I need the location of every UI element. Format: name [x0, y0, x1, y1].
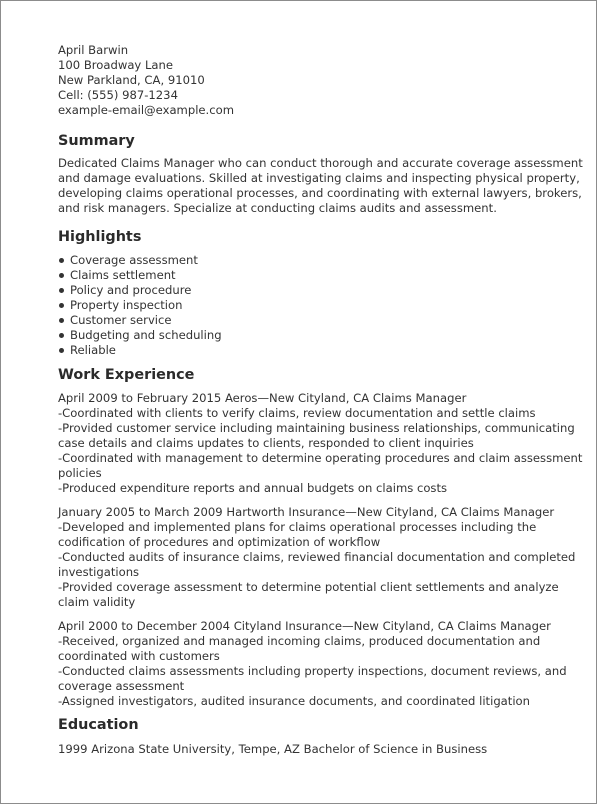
highlight-text: Policy and procedure: [70, 283, 192, 297]
work-experience-heading: Work Experience: [58, 367, 195, 383]
job-duty: -Produced expenditure reports and annual budgets on claims costs: [58, 481, 448, 495]
job-title-line: January 2005 to March 2009 Hartworth Insurance—New Cityland, CA Claims Manager: [58, 505, 555, 519]
work-experience-section: [58, 366, 588, 709]
highlight-text: Claims settlement: [70, 268, 176, 282]
highlight-item: [58, 328, 588, 343]
highlight-item: [58, 283, 588, 298]
job-duty: -Coordinated with management to determine operating procedures and claim assessment policies: [58, 451, 583, 480]
job-duty: -Assigned investigators, audited insurance documents, and coordinated litigation: [58, 694, 530, 708]
bullet-icon: [59, 303, 64, 308]
highlights-list: [58, 253, 588, 358]
contact-name: April Barwin: [58, 43, 129, 57]
job-duty: -Provided customer service including maintaining business relationships, communicating case details and claims updates to clients, responded to client inquiries: [58, 421, 575, 450]
job-duty: -Conducted audits of insurance claims, reviewed financial documentation and completed investigations: [58, 550, 576, 579]
highlight-text: Customer service: [70, 313, 172, 327]
highlights-heading: Highlights: [58, 229, 142, 245]
job-entry: [58, 391, 588, 496]
job-entry: [58, 619, 588, 709]
bullet-icon: [59, 258, 64, 263]
highlight-item: [58, 298, 588, 313]
highlight-item: [58, 313, 588, 328]
job-duty: -Received, organized and managed incoming claims, produced documentation and coordinated with customers: [58, 634, 541, 663]
job-duty: -Coordinated with clients to verify claims, review documentation and settle claims: [58, 406, 536, 420]
contact-email: example-email@example.com: [58, 103, 235, 117]
bullet-icon: [59, 288, 64, 293]
summary-section: [58, 132, 588, 216]
summary-heading: Summary: [58, 133, 135, 149]
highlight-text: Coverage assessment: [70, 253, 198, 267]
highlight-text: Budgeting and scheduling: [70, 328, 222, 342]
job-duty: -Provided coverage assessment to determine potential client settlements and analyze claim validity: [58, 580, 559, 609]
job-title-line: April 2000 to December 2004 Cityland Insurance—New Cityland, CA Claims Manager: [58, 619, 551, 633]
contact-phone: Cell: (555) 987-1234: [58, 88, 178, 102]
highlight-item: [58, 268, 588, 283]
highlights-section: [58, 228, 588, 358]
highlight-text: Reliable: [70, 343, 116, 357]
job-entry: [58, 505, 588, 610]
jobs-list: [58, 391, 588, 709]
bullet-icon: [59, 348, 64, 353]
summary-text: Dedicated Claims Manager who can conduct thorough and accurate coverage assessment and damage evaluations. Skilled at investigating claims and inspecting physical property, developing claims operational processes, and coordinating with external lawyers, brokers, and risk managers. Specialize at conducting claims audits and assessment.: [58, 156, 583, 215]
bullet-icon: [59, 333, 64, 338]
job-duty: -Developed and implemented plans for claims operational processes including the codification of procedures and optimization of workflow: [58, 520, 537, 549]
education-section: [58, 716, 588, 757]
resume-content: [58, 43, 588, 757]
highlight-text: Property inspection: [70, 298, 183, 312]
bullet-icon: [59, 318, 64, 323]
education-entry: 1999 Arizona State University, Tempe, AZ Bachelor of Science in Business: [58, 742, 488, 756]
contact-block: [58, 43, 588, 118]
highlight-item: [58, 343, 588, 358]
bullet-icon: [59, 273, 64, 278]
education-heading: Education: [58, 717, 139, 733]
job-duty: -Conducted claims assessments including property inspections, document reviews, and coverage assessment: [58, 664, 567, 693]
contact-city: New Parkland, CA, 91010: [58, 73, 205, 87]
job-title-line: April 2009 to February 2015 Aeros—New Cityland, CA Claims Manager: [58, 391, 467, 405]
highlight-item: [58, 253, 588, 268]
contact-street: 100 Broadway Lane: [58, 58, 174, 72]
